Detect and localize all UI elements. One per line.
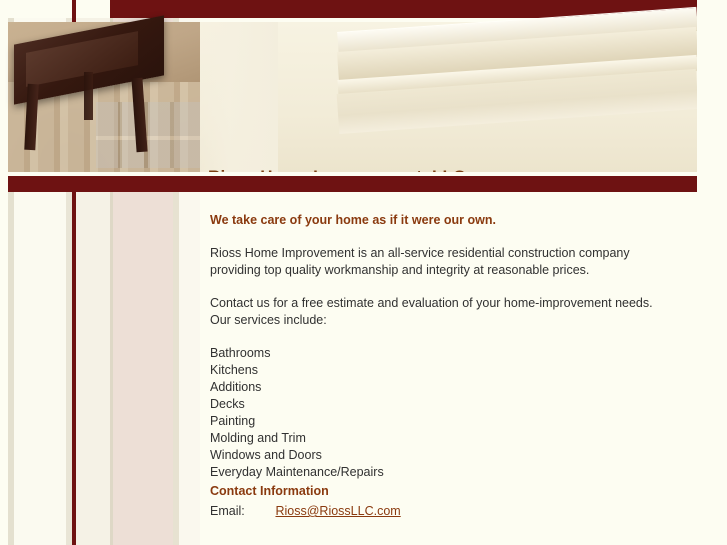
list-item: Bathrooms	[210, 346, 271, 360]
table-photo	[8, 22, 200, 174]
right-page-margin	[697, 0, 727, 545]
list-item: Windows and Doors	[210, 448, 322, 462]
top-bar-stripe-accent	[72, 0, 76, 18]
contact-label-email: Email:	[210, 504, 245, 518]
table-leg-back	[84, 72, 93, 120]
list-item: Additions	[210, 380, 262, 394]
contact-information-heading: Contact Information	[210, 484, 329, 498]
banner-bottom-accent-bar	[8, 176, 697, 192]
estimate-paragraph: Contact us for a free estimate and evaluation of your home-improvement needs. Our services include:	[210, 296, 653, 327]
services-list	[210, 345, 670, 481]
top-bar-left-gap	[0, 0, 110, 18]
contact-row-email	[210, 503, 670, 520]
stripe-1	[0, 0, 8, 545]
header-banner	[8, 22, 697, 174]
main-content	[210, 212, 670, 520]
list-item: Painting	[210, 414, 256, 428]
list-item: Decks	[210, 397, 245, 411]
rug-pattern	[96, 102, 200, 168]
list-item: Molding and Trim	[210, 431, 306, 445]
tagline: We take care of your home as if it were our own.	[210, 213, 496, 227]
list-item: Everyday Maintenance/Repairs	[210, 465, 384, 479]
email-link[interactable]: Rioss@RiossLLC.com	[275, 504, 401, 518]
crown-molding-illustration	[338, 22, 698, 142]
intro-paragraph: Rioss Home Improvement is an all-service residential construction company providing top quality workmanship and integrity at reasonable prices.	[210, 246, 630, 277]
list-item: Kitchens	[210, 363, 258, 377]
